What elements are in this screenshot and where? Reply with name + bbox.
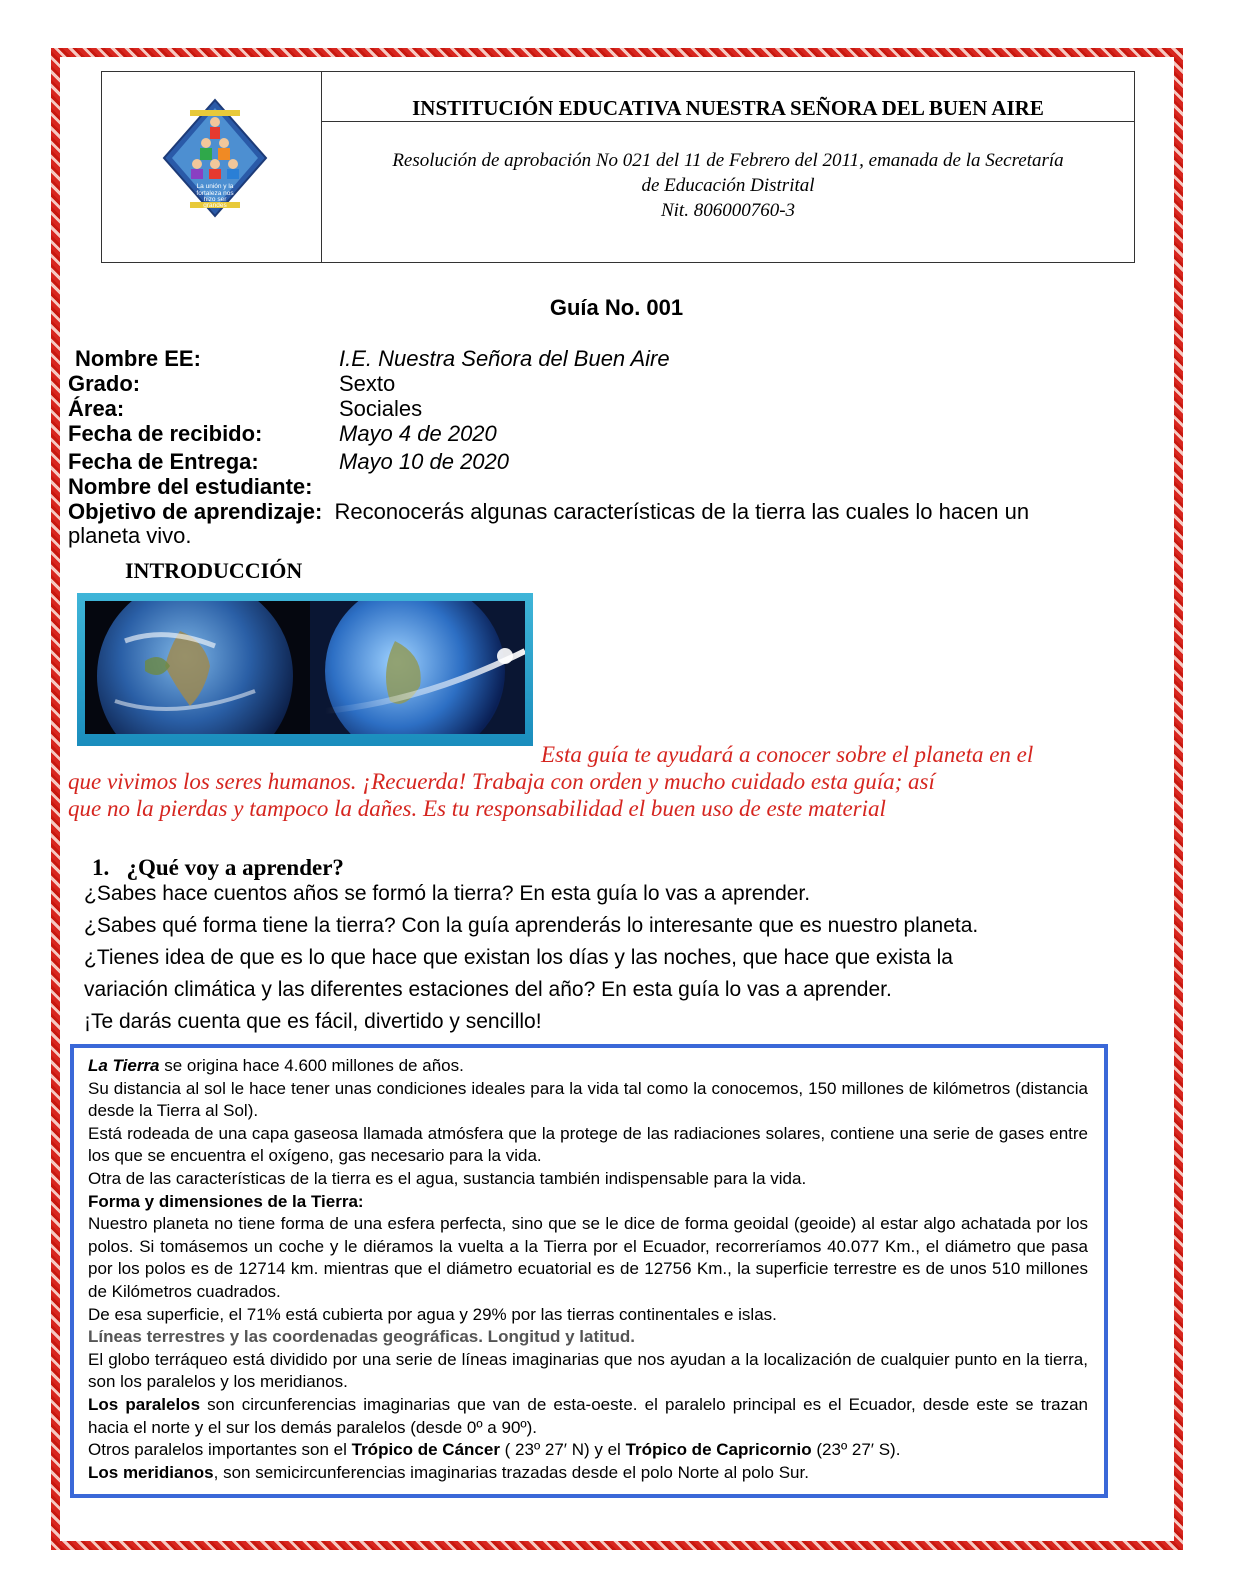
label-nombre-estudiante: Nombre del estudiante: [68,474,313,499]
label-fecha-recibido: Fecha de recibido: [68,421,263,446]
value-objetivo: Reconocerás algunas características de la tierra las cuales lo hacen un [334,499,1030,524]
resolution-line-1: Resolución de aprobación No 021 del 11 de Febrero del 2011, emanada de la Secretaría [392,150,1064,171]
box-subheading: Forma y dimensiones de la Tierra: [88,1191,364,1211]
box-paragraph: De esa superficie, el 71% está cubierta por agua y 29% por las tierras continentales e islas. [88,1304,777,1324]
earth-picture-icon [85,601,525,734]
objective-line [68,499,1029,524]
section-1-line: ¿Tienes idea de que es lo que hace que existan los días y las noches, que hace que exista la [84,946,953,969]
earth-image [77,593,533,746]
section-1-line: ¿Sabes qué forma tiene la tierra? Con la guía aprenderás lo interesante que es nuestro planeta. [84,914,979,937]
section-1-number: 1. [92,855,110,880]
intro-text-line-3: que no la pierdas y tampoco la dañes. Es tu responsabilidad el buen uso de este material [68,796,886,821]
value-area: Sociales [339,396,423,421]
box-paragraph: La Tierra se origina hace 4.600 millones de años. [88,1056,464,1075]
value-fecha-entrega: Mayo 10 de 2020 [339,449,510,474]
box-paragraph: Los meridianos, son semicircunferencias imaginarias trazadas desde el polo Norte al polo Sur. [88,1462,809,1482]
info-box-text [88,1055,1088,1484]
label-fecha-entrega: Fecha de Entrega: [68,449,259,474]
box-paragraph: Los paralelos son circunferencias imaginarias que van de esta-oeste. el paralelo principal es el Ecuador, desde este se trazan hacia el norte y el sur los demás paralelos (desde 0º a 90º). [88,1394,1088,1437]
resolution-text [322,148,1134,223]
label-area: Área: [68,396,125,421]
box-paragraph: El globo terráqueo está dividido por una serie de líneas imaginarias que nos ayudan a la localización de cualquier punto en la tierra, son los paralelos y los meridianos. [88,1349,1088,1392]
logo-motto-4: grandes [203,202,227,209]
introduction-heading: INTRODUCCIÓN [125,558,303,583]
value-fecha-recibido: Mayo 4 de 2020 [339,421,497,446]
box-paragraph: Su distancia al sol le hace tener unas condiciones ideales para la vida tal como la conocemos, 150 millones de kilómetros (distancia desde la Tierra al Sol). [88,1078,1088,1121]
logo-motto-1: La unión y la [196,183,234,190]
label-nombre-ee: Nombre EE: [75,346,201,371]
label-grado: Grado: [68,371,141,396]
guide-title: Guía No. 001 [549,295,684,320]
nit-line: Nit. 806000760-3 [660,200,796,221]
institution-name: INSTITUCIÓN EDUCATIVA NUESTRA SEÑORA DEL BUEN AIRE [322,72,1134,122]
intro-text-line-1: Esta guía te ayudará a conocer sobre el planeta en el [541,742,1034,767]
box-paragraph: Otros paralelos importantes son el Trópico de Cáncer ( 23º 27′ N) y el Trópico de Capricornio (23º 27′ S). [88,1440,901,1460]
value-grado: Sexto [339,371,396,396]
section-1-line: ¿Sabes hace cuentos años se formó la tierra? En esta guía lo vas a aprender. [84,882,811,905]
logo-motto-2: fortaleza nos [196,190,234,197]
box-paragraph: Está rodeada de una capa gaseosa llamada atmósfera que la protege de las radiaciones solares, contiene una serie de gases entre los que se encuentra el oxígeno, gas necesario para la vida. [88,1123,1088,1166]
section-1-line: variación climática y las diferentes estaciones del año? En esta guía lo vas a aprender. [84,978,892,1001]
logo-cell [102,72,322,262]
section-1-title: ¿Qué voy a aprender? [126,855,344,880]
section-1-line: ¡Te darás cuenta que es fácil, divertido y sencillo! [84,1010,542,1033]
section-1-heading [92,855,344,881]
box-paragraph: Nuestro planeta no tiene forma de una esfera perfecta, sino que se le dice de forma geoidal (geoide) al estar algo achatada por los polos. Si tomásemos un coche y le diéramos la vuelta a la Tierra por el Ecuador, recorreríamos 40.077 Km., el diámetro que pasa por los polos es de 12714 km. mientras que el diámetro ecuatorial es de 12756 Km., la superficie terrestre es de unos 510 millones de Kilómetros cuadrados. [88,1214,1088,1301]
document-header [101,71,1135,263]
value-objetivo-line-2: planeta vivo. [68,523,192,548]
logo-motto-3: hizo ser [203,196,227,203]
resolution-line-2: de Educación Distrital [641,175,815,196]
box-subheading: Líneas terrestres y las coordenadas geográficas. Longitud y latitud. [88,1327,635,1347]
label-objetivo: Objetivo de aprendizaje: [68,499,323,524]
box-paragraph: Otra de las características de la tierra es el agua, sustancia también indispensable para la vida. [88,1168,807,1188]
value-nombre-ee: I.E. Nuestra Señora del Buen Aire [339,346,670,371]
school-logo-icon [162,98,268,218]
intro-text-line-2: que vivimos los seres humanos. ¡Recuerda! Trabaja con orden y mucho cuidado esta guía; así [68,769,935,794]
